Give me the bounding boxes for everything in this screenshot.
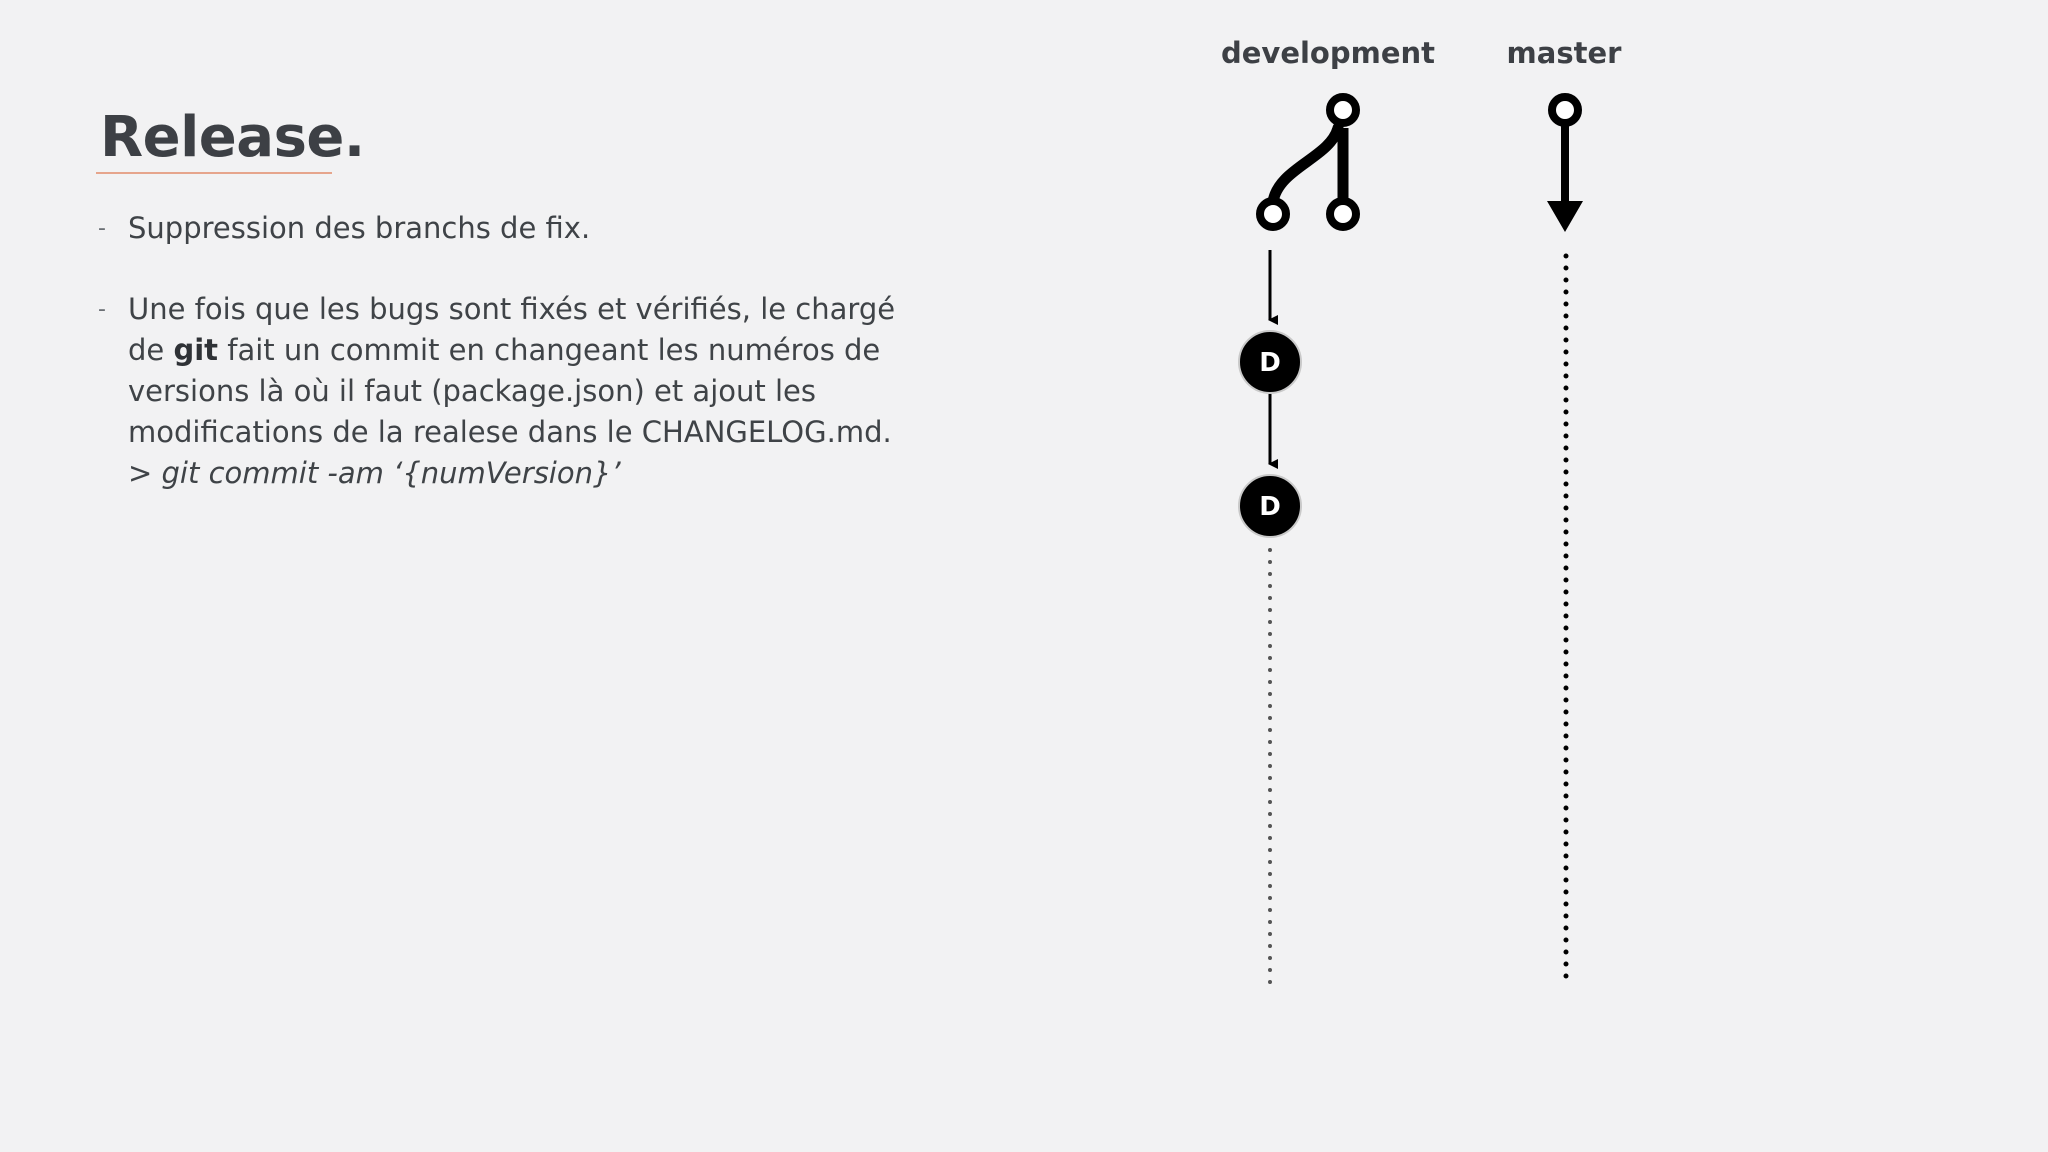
branch-label-development: development	[1220, 36, 1436, 70]
commit-label: D	[1259, 348, 1281, 378]
git-commit-arrow-icon	[1547, 97, 1583, 232]
bullet-text: fait un commit en changeant les numéros de versions là où il faut (package.json) et ajout les modifications de la realese dans le CHANGELOG.md.	[128, 333, 892, 449]
commit-label: D	[1259, 492, 1281, 522]
git-command: > git commit -am ‘{numVersion}’	[128, 456, 621, 490]
commit-node	[1239, 475, 1301, 537]
branch-label-master: master	[1506, 36, 1622, 70]
development-lane	[1239, 250, 1301, 985]
commit-node	[1239, 331, 1301, 393]
bullet-dash: -	[98, 297, 106, 322]
bullet-text: Suppression des branchs de fix.	[128, 211, 591, 245]
bullet-dash: -	[98, 216, 106, 241]
slide-title: Release.	[100, 105, 365, 170]
bullet-bold-text: git	[173, 333, 219, 367]
bullet-text: Une fois que les bugs sont fixés et vérifiés, le chargé de	[128, 292, 896, 367]
git-branch-icon	[1260, 97, 1356, 227]
